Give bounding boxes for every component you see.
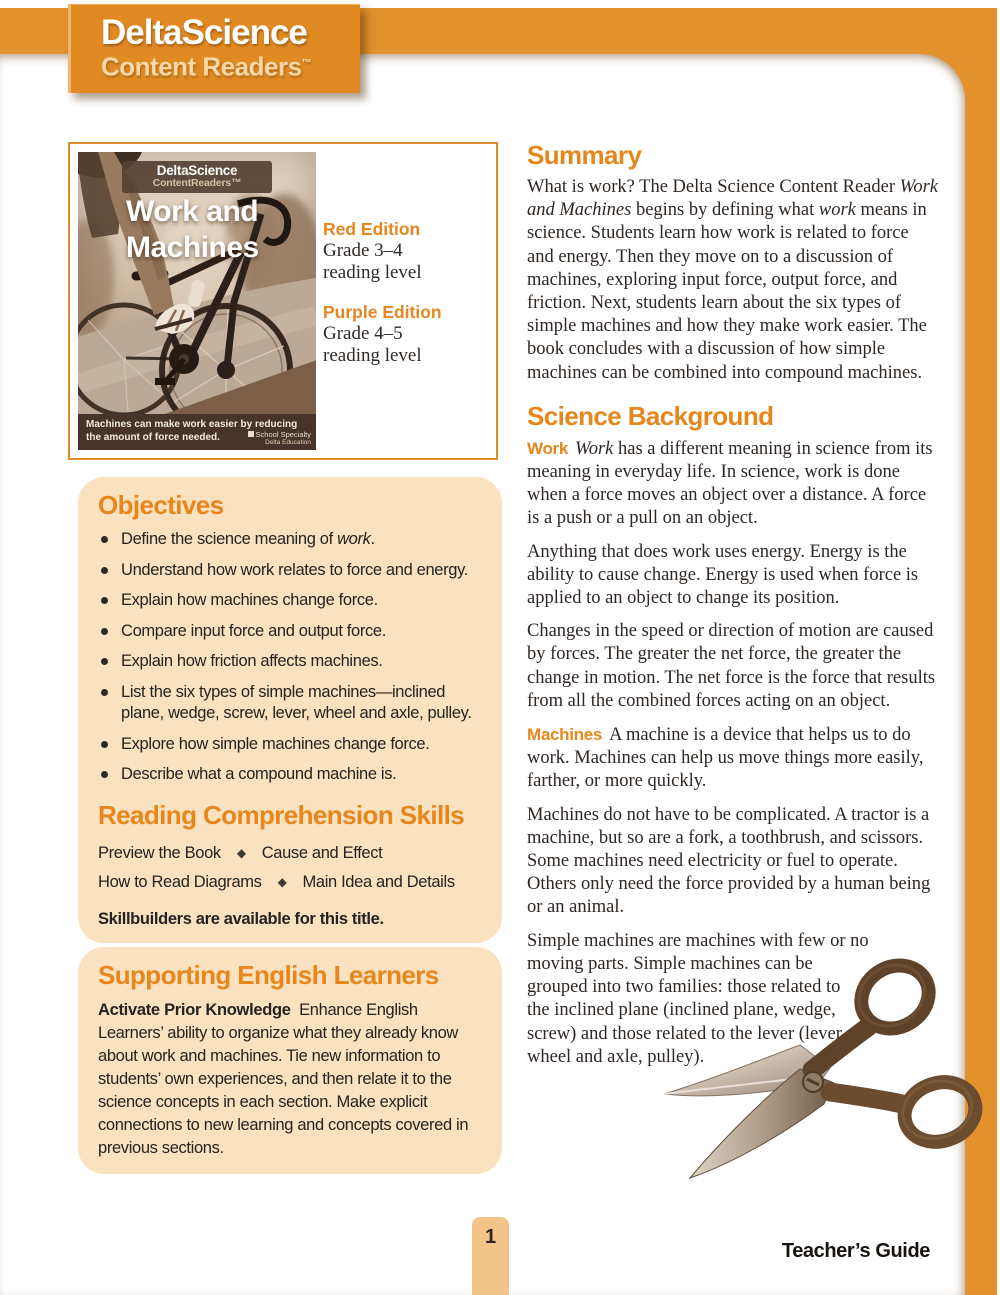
- footer-label: Teacher’s Guide: [781, 1240, 930, 1262]
- edition-name: Purple Edition: [323, 302, 442, 322]
- work-label: Work: [527, 438, 568, 458]
- science-paragraph-wrapped: Simple machines are machines with few or no moving parts. Simple machines can be grouped into two families: those related to the inclined plane (inclined plane, wedge, screw) and those related to the lever (lever, wheel and axle, pulley).: [527, 930, 939, 1069]
- skill-row: How to Read Diagrams ◆ Main Idea and Details: [98, 868, 482, 897]
- skillbuilders-note: Skillbuilders are available for this title.: [98, 909, 384, 928]
- edition-info: [323, 218, 442, 384]
- objective-item: Explain how friction affects machines.: [98, 651, 482, 673]
- red-edition: [323, 218, 442, 284]
- cover-brand-line1: DeltaScience: [156, 163, 238, 178]
- cover-caption-band: [78, 414, 316, 450]
- cover-caption: Machines can make work easier by reducing the amount of force needed.: [86, 419, 298, 443]
- edition-level: reading level: [323, 262, 422, 283]
- summary-heading: Summary: [527, 140, 642, 170]
- objectives-heading: Objectives: [98, 490, 224, 520]
- diamond-separator-icon: ◆: [236, 845, 246, 860]
- science-paragraph-work: Work Work has a different meaning in science from its meaning in everyday life. In science, work is done when a force moves an object over a distance. A force is a push or a pull on an object.: [527, 438, 933, 529]
- objective-item: Explain how machines change force.: [98, 590, 482, 612]
- bullet-dot: [101, 771, 108, 778]
- publisher-icon: [248, 431, 254, 437]
- objective-item: Compare input force and output force.: [98, 621, 482, 643]
- science-background-heading: Science Background: [527, 400, 774, 431]
- book-cover: [78, 152, 316, 450]
- bullet-dot: [101, 536, 108, 543]
- cover-publisher: School Specialty Delta Education: [248, 430, 311, 447]
- objective-item: List the six types of simple machines—inclined plane, wedge, screw, lever, wheel and axle, pulley.: [98, 682, 482, 725]
- skill-row: Preview the Book ◆ Cause and Effect: [98, 839, 482, 868]
- brand-plate: [68, 4, 360, 93]
- brand-line2: Content Readers™: [101, 51, 312, 82]
- edition-grade: Grade 3–4: [323, 240, 403, 261]
- right-column: [527, 140, 939, 1080]
- bullet-dot: [101, 741, 108, 748]
- cover-title-line2: Machines: [126, 231, 259, 264]
- objectives-panel: [78, 477, 502, 943]
- edition-level: reading level: [323, 345, 422, 366]
- cover-brand-line2: ContentReaders™: [152, 177, 242, 189]
- trademark-symbol: ™: [301, 58, 312, 69]
- science-paragraph: Changes in the speed or direction of motion are caused by forces. The greater the net force, the greater the change in motion. The net force is the force that results from all the combined forces acting on an object.: [527, 621, 936, 711]
- reading-skills-heading: Reading Comprehension Skills: [98, 799, 465, 830]
- bullet-dot: [101, 597, 108, 604]
- machines-label: Machines: [527, 725, 603, 745]
- edition-name: Red Edition: [323, 219, 421, 239]
- science-paragraph-machines: Machines A machine is a device that helps us to do work. Machines can help us move things more easily, farther, or more quickly.: [527, 725, 924, 792]
- bullet-dot: [101, 689, 108, 696]
- english-learners-panel: [78, 947, 502, 1174]
- objective-item: Understand how work relates to force and energy.: [98, 560, 482, 582]
- bullet-dot: [101, 628, 108, 635]
- purple-edition: [323, 301, 442, 367]
- page-number: 1: [484, 1226, 497, 1248]
- diamond-separator-icon: ◆: [277, 874, 287, 889]
- objective-item: Define the science meaning of work.: [98, 529, 482, 551]
- cover-brand-logo: [122, 161, 272, 193]
- bullet-dot: [101, 658, 108, 665]
- bullet-dot: [101, 567, 108, 574]
- objective-item: Describe what a compound machine is.: [98, 764, 482, 786]
- english-learners-heading: Supporting English Learners: [98, 960, 439, 990]
- science-paragraph: Machines do not have to be complicated. A tractor is a machine, but so are a fork, a toothbrush, and scissors. Some machines need electricity or fuel to operate. Others only need the force provided by a human being or an animal.: [527, 804, 931, 918]
- scissors-image: [650, 942, 985, 1192]
- brand-line1: DeltaScience: [101, 13, 307, 52]
- cover-diagonal-wedge: [164, 360, 316, 414]
- cover-title-line1: Work and: [126, 195, 259, 228]
- english-learners-text: Activate Prior Knowledge Enhance English Learners’ ability to organize what they already know about work and machines. Tie new information to students’ own experiences, and then relate it to the science concepts in each section. Make explicit connections to new learning and concepts covered in previous sections.: [98, 1001, 469, 1157]
- summary-paragraph: What is work? The Delta Science Content Reader Work and Machines begins by defining what work means in science. Students learn how work is related to force and energy. Then they move on to a discussion of machines, exploring input force, output force, and friction. Next, students learn about the six types of simple machines and how they make work easier. The book concludes with a discussion of how simple machines can be combined into compound machines.: [527, 177, 938, 383]
- cover-title: [126, 194, 259, 266]
- objective-item: Explore how simple machines change force.: [98, 734, 482, 756]
- page-number-tab: [472, 1217, 509, 1295]
- edition-grade: Grade 4–5: [323, 323, 403, 344]
- science-paragraph: Anything that does work uses energy. Energy is the ability to cause change. Energy is used when force is applied to an object to change its position.: [527, 541, 919, 609]
